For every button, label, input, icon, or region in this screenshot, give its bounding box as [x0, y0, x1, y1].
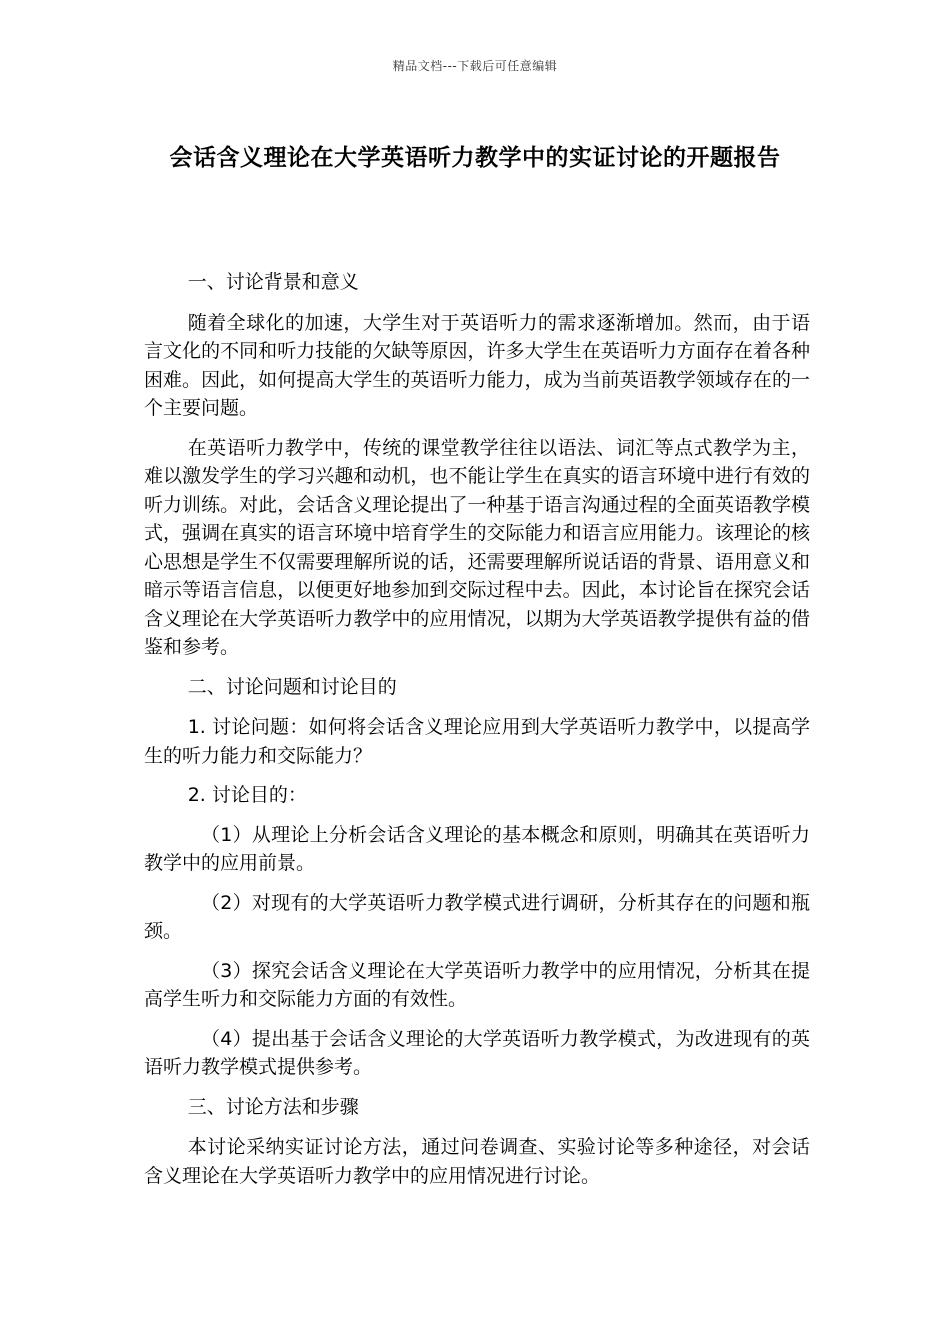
paragraph-background-2: 在英语听力教学中，传统的课堂教学往往以语法、词汇等点式教学为主，难以激发学生的学习兴趣和动机，也不能让学生在真实的语言环境中进行有效的听力训练。对此，会话含义理论提出了一种基于语言沟通过程的全面英语教学模式，强调在真实的语言环境中培育学生的交际能力和语言应用能力。该理论的核心思想是学生不仅需要理解所说的话，还需要理解所说话语的背景、语用意义和暗示等语言信息，以便更好地参加到交际过程中去。因此，本讨论旨在探究会话含义理论在大学英语听力教学中的应用情况，以期为大学英语教学提供有益的借鉴和参考。: [144, 436, 810, 658]
paragraph-research-question: 1. 讨论问题：如何将会话含义理论应用到大学英语听力教学中，以提高学生的听力能力和交际能力？: [144, 716, 810, 767]
list-item-goal-1: （1）从理论上分析会话含义理论的基本概念和原则，明确其在英语听力教学中的应用前景。: [144, 823, 810, 874]
document-body: [144, 268, 810, 1201]
page-header-note: 精品文档---下载后可任意编辑: [392, 59, 558, 73]
list-item-goal-2: （2）对现有的大学英语听力教学模式进行调研，分析其存在的问题和瓶颈。: [144, 891, 810, 942]
list-item-goal-4: （4）提出基于会话含义理论的大学英语听力教学模式，为改进现有的英语听力教学模式提供参考。: [144, 1027, 810, 1078]
list-item-goal-3: （3）探究会话含义理论在大学英语听力教学中的应用情况，分析其在提高学生听力和交际能力方面的有效性。: [144, 959, 810, 1010]
paragraph-research-goal-label: 2. 讨论目的：: [187, 784, 307, 806]
section-heading-questions: 二、讨论问题和讨论目的: [187, 675, 397, 698]
document-title: 会话含义理论在大学英语听力教学中的实证讨论的开题报告: [169, 145, 781, 171]
section-heading-background: 一、讨论背景和意义: [187, 271, 359, 293]
paragraph-methods-1: 本讨论采纳实证讨论方法，通过问卷调查、实验讨论等多种途径，对会话含义理论在大学英语听力教学中的应用情况进行讨论。: [144, 1136, 810, 1187]
section-heading-methods: 三、讨论方法和步骤: [187, 1095, 359, 1118]
paragraph-background-1: 随着全球化的加速，大学生对于英语听力的需求逐渐增加。然而，由于语言文化的不同和听力技能的欠缺等原因，许多大学生在英语听力方面存在着各种困难。因此，如何提高大学生的英语听力能力，成为当前英语教学领域存在的一个主要问题。: [144, 311, 810, 419]
